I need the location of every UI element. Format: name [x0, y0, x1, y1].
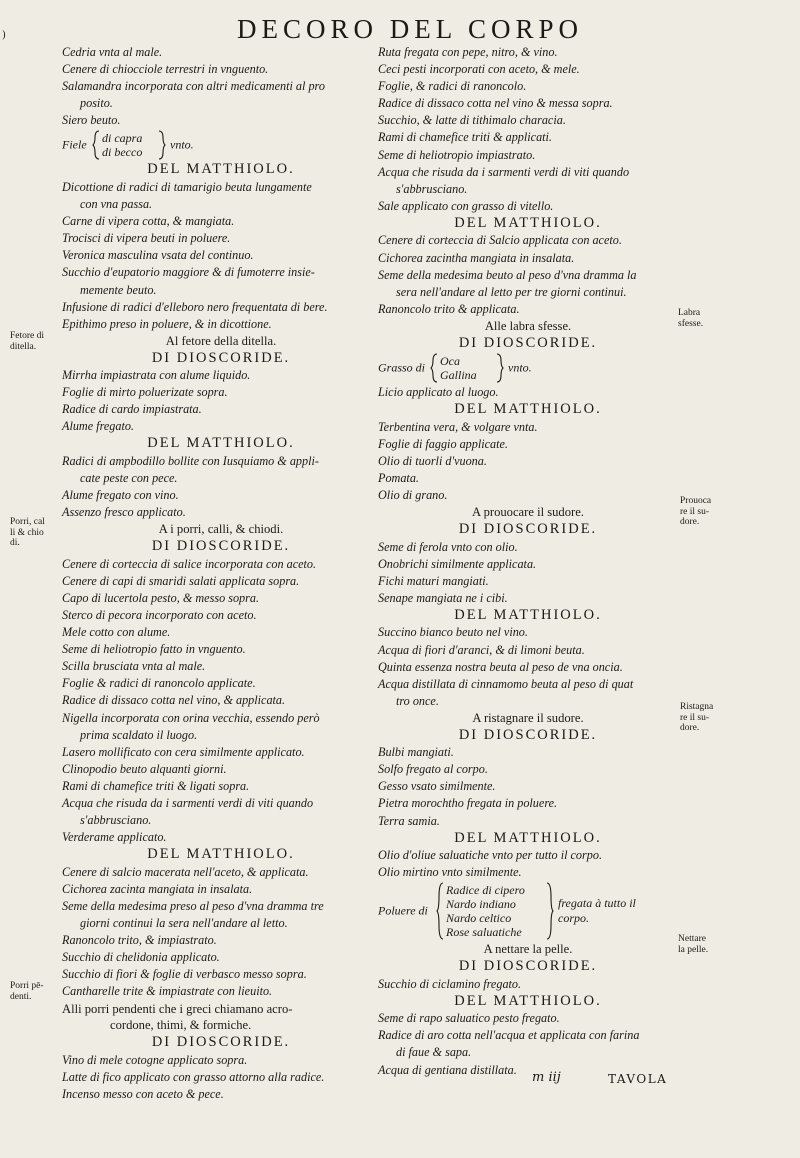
remedy-entry: Cenere di corteccia di Salcio applicata con aceto.	[378, 233, 622, 248]
brace-item: Nardo celtico	[446, 911, 512, 926]
remedy-entry: Senape mangiata ne i cibi.	[378, 590, 508, 605]
topic-heading: cordone, thimi, & formiche.	[110, 1018, 252, 1033]
left-column	[62, 44, 380, 1103]
remedy-entry: Olio d'oliue saluatiche vnto per tutto il corpo.	[378, 848, 602, 863]
remedy-entry: Ranoncolo trito & applicata.	[378, 301, 520, 316]
brace-item: Gallina	[440, 368, 477, 383]
remedy-entry: Siero beuto.	[62, 113, 121, 128]
catchword: TAVOLA	[608, 1072, 668, 1086]
entry-continuation: tro once.	[396, 693, 439, 708]
entry-continuation: posito.	[80, 96, 113, 111]
remedy-entry: Clinopodio beuto alquanti giorni.	[62, 761, 227, 776]
section-heading: DEL MATTHIOLO.	[147, 161, 295, 178]
remedy-entry: Cantharelle trite & impiastrate con lieuito.	[62, 984, 273, 999]
brace-item: di capra	[102, 131, 143, 146]
brace-group-fiele	[62, 129, 380, 161]
section-heading: DI DIOSCORIDE.	[458, 334, 598, 351]
open-brace-icon	[92, 130, 100, 160]
remedy-entry: Radice di dissaco cotta nel vino, & applicata.	[62, 693, 286, 708]
open-brace-icon	[430, 353, 438, 383]
brace-item: Nardo indiano	[446, 897, 516, 912]
margin-note-porri-pendenti: Porri pē- denti.	[10, 981, 44, 1002]
section-heading: DI DIOSCORIDE.	[458, 521, 598, 538]
remedy-entry: Succhio di ciclamino fregato.	[378, 976, 522, 991]
remedy-entry: Salamandra incorporata con altri medicamenti al pro	[62, 79, 325, 94]
remedy-entry: Olio mirtino vnto similmente.	[378, 865, 522, 880]
remedy-entry: Radice di aro cotta nell'acqua et applicata con farina	[378, 1028, 640, 1043]
brace-tail: vnto.	[170, 137, 194, 152]
section-heading: DI DIOSCORIDE.	[151, 538, 291, 555]
brace-tail: fregata à tutto il corpo.	[558, 896, 636, 926]
brace-tail: vnto.	[508, 360, 532, 375]
brace-lead: Fiele	[62, 137, 87, 152]
close-brace-icon	[546, 882, 554, 940]
brace-group-grasso	[378, 352, 678, 384]
remedy-entry: Alume fregato con vino.	[62, 488, 179, 503]
brace-item: Oca	[440, 354, 460, 369]
entry-continuation: memente beuto.	[80, 282, 157, 297]
remedy-entry: Incenso messo con aceto & pece.	[62, 1086, 224, 1101]
remedy-entry: Succhio di chelidonia applicato.	[62, 950, 220, 965]
remedy-entry: Cichorea zacinta mangiata in insalata.	[62, 881, 253, 896]
remedy-entry: Cedria vnta al male.	[62, 45, 163, 59]
remedy-entry: Sale applicato con grasso di vitello.	[378, 198, 554, 213]
entry-continuation: prima scaldato il luogo.	[80, 727, 198, 742]
remedy-entry: Gesso vsato similmente.	[378, 779, 496, 794]
brace-item: Radice di cipero	[446, 883, 525, 898]
edge-mark: )	[2, 30, 6, 41]
section-heading: DEL MATTHIOLO.	[454, 401, 602, 418]
remedy-entry: Acqua che risuda da i sarmenti verdi di viti quando	[62, 795, 314, 810]
remedy-entry: Verderame applicato.	[62, 830, 167, 845]
remedy-entry: Veronica masculina vsata del continuo.	[62, 248, 254, 263]
remedy-entry: Foglie, & radici di ranoncolo.	[378, 79, 527, 94]
remedy-entry: Ceci pesti incorporati con aceto, & mele.	[378, 62, 580, 77]
remedy-entry: Succhio di fiori & foglie di verbasco messo sopra.	[62, 967, 307, 982]
remedy-entry: Scilla brusciata vnta al male.	[62, 659, 206, 674]
remedy-entry: Fichi maturi mangiati.	[378, 573, 489, 588]
remedy-entry: Foglie & radici di ranoncolo applicate.	[62, 676, 256, 691]
brace-items	[446, 883, 525, 939]
remedy-entry: Acqua distillata di cinnamomo beuta al peso di quat	[378, 676, 634, 691]
remedy-entry: Capo di lucertola pesto, & messo sopra.	[62, 590, 260, 605]
remedy-entry: Infusione di radici d'elleboro nero frequentata di bere.	[62, 299, 328, 314]
remedy-entry: Cenere di chiocciole terrestri in vnguento.	[62, 62, 269, 77]
remedy-entry: Quinta essenza nostra beuta al peso de vna oncia.	[378, 659, 623, 674]
remedy-entry: Pietra morochtho fregata in poluere.	[378, 796, 558, 811]
remedy-entry: Rami di chamefice triti & ligati sopra.	[62, 778, 250, 793]
entry-continuation: di faue & sapa.	[396, 1045, 472, 1060]
remedy-entry: Cenere di salcio macerata nell'aceto, & applicata.	[62, 864, 309, 879]
section-heading: DEL MATTHIOLO.	[454, 829, 602, 846]
topic-heading: Alli porri pendenti che i greci chiamano acro-	[62, 1001, 293, 1016]
topic-heading: Alle labra sfesse.	[484, 318, 572, 333]
margin-note-prouocare: Prouoca re il su- dore.	[680, 496, 712, 527]
section-heading: DEL MATTHIOLO.	[147, 846, 295, 863]
topic-heading: Al fetore della ditella.	[165, 333, 277, 348]
close-brace-icon	[496, 353, 504, 383]
entry-continuation: s'abbrusciano.	[396, 181, 468, 196]
section-heading: DI DIOSCORIDE.	[458, 958, 598, 975]
remedy-entry: Seme di heliotropio impiastrato.	[378, 147, 536, 162]
remedy-entry: Assenzo fresco applicato.	[62, 505, 186, 520]
remedy-entry: Latte di fico applicato con grasso attorno alla radice.	[62, 1069, 325, 1084]
remedy-entry: Licio applicato al luogo.	[378, 385, 499, 400]
remedy-entry: Alume fregato.	[62, 419, 134, 434]
topic-heading: A i porri, calli, & chiodi.	[158, 522, 284, 537]
remedy-entry: Mirrha impiastrata con alume liquido.	[62, 368, 251, 383]
signature-mark: m iij	[532, 1070, 561, 1085]
remedy-entry: Mele cotto con alume.	[62, 625, 171, 640]
remedy-entry: Cenere di capi di smaridi salati applicata sopra.	[62, 573, 300, 588]
remedy-entry: Foglie di mirto poluerizate sopra.	[62, 385, 228, 400]
remedy-entry: Bulbi mangiati.	[378, 745, 454, 760]
section-heading: DI DIOSCORIDE.	[458, 726, 598, 743]
remedy-entry: Trocisci di vipera beuti in poluere.	[62, 231, 231, 246]
margin-note-nettare: Nettare la pelle.	[678, 934, 709, 955]
entry-continuation: giorni continui la sera nell'andare al letto.	[80, 916, 288, 931]
remedy-entry: Radici di ampbodillo bollite con Iusquiamo & appli-	[62, 453, 319, 468]
brace-items	[102, 131, 142, 159]
entry-continuation: sera nell'andare al letto per tre giorni continui.	[396, 284, 627, 299]
entry-continuation: s'abbrusciano.	[80, 813, 152, 828]
remedy-entry: Seme della medesima preso al peso d'vna dramma tre	[62, 898, 324, 913]
remedy-entry: Lasero mollificato con cera similmente applicato.	[62, 744, 305, 759]
margin-note-labra: Labra sfesse.	[678, 308, 704, 329]
remedy-entry: Olio di grano.	[378, 488, 448, 503]
remedy-entry: Succhio, & latte di tithimalo characia.	[378, 113, 566, 128]
brace-group-poluere	[378, 881, 678, 941]
remedy-entry: Cenere di corteccia di salice incorporata con aceto.	[62, 556, 317, 571]
brace-item: Rose saluatiche	[446, 925, 522, 940]
running-head: DECORO DEL CORPO	[236, 14, 584, 44]
remedy-entry: Terbentina vera, & volgare vnta.	[378, 419, 538, 434]
remedy-entry: Acqua di gentiana distillata.	[378, 1062, 517, 1077]
section-heading: DEL MATTHIOLO.	[147, 435, 295, 452]
remedy-entry: Olio di tuorli d'vuona.	[378, 453, 487, 468]
topic-heading: A prouocare il sudore.	[472, 505, 584, 520]
remedy-entry: Ruta fregata con pepe, nitro, & vino.	[378, 45, 558, 59]
margin-note-porri: Porri, cal li & chio di.	[10, 517, 45, 548]
remedy-entry: Solfo fregato al corpo.	[378, 762, 488, 777]
remedy-entry: Radice di dissaco cotta nel vino & messa sopra.	[378, 96, 613, 111]
topic-heading: A nettare la pelle.	[483, 942, 573, 957]
section-heading: DI DIOSCORIDE.	[151, 1034, 291, 1051]
remedy-entry: Acqua che risuda da i sarmenti verdi di viti quando	[378, 164, 630, 179]
open-brace-icon	[436, 882, 444, 940]
right-column	[378, 44, 678, 1079]
remedy-entry: Seme di rapo saluatico pesto fregato.	[378, 1011, 560, 1026]
remedy-entry: Seme di heliotropio fatto in vnguento.	[62, 642, 246, 657]
entry-continuation: cate peste con pece.	[80, 471, 178, 486]
remedy-entry: Terra samia.	[378, 813, 440, 828]
brace-item: di becco	[102, 145, 143, 160]
remedy-entry: Epithimo preso in poluere, & in dicottione.	[62, 316, 272, 331]
remedy-entry: Foglie di faggio applicate.	[378, 436, 508, 451]
remedy-entry: Carne di vipera cotta, & mangiata.	[62, 214, 235, 229]
remedy-entry: Sterco di pecora incorporato con aceto.	[62, 607, 257, 622]
section-heading: DEL MATTHIOLO.	[454, 992, 602, 1009]
close-brace-icon	[158, 130, 166, 160]
remedy-entry: Succhio d'eupatorio maggiore & di fumoterre insie-	[62, 265, 315, 280]
section-heading: DI DIOSCORIDE.	[151, 349, 291, 366]
section-heading: DEL MATTHIOLO.	[454, 214, 602, 231]
remedy-entry: Cichorea zacintha mangiata in insalata.	[378, 250, 575, 265]
remedy-entry: Dicottione di radici di tamarigio beuta lungamente	[62, 179, 312, 194]
remedy-entry: Nigella incorporata con orina vecchia, essendo però	[62, 710, 320, 725]
remedy-entry: Acqua di fiori d'aranci, & di limoni beuta.	[378, 642, 585, 657]
brace-lead: Poluere di	[378, 903, 428, 918]
remedy-entry: Ranoncolo trito, & impiastrato.	[62, 933, 217, 948]
remedy-entry: Radice di cardo impiastrata.	[62, 402, 202, 417]
topic-heading: A ristagnare il sudore.	[472, 710, 584, 725]
remedy-entry: Rami di chamefice triti & applicati.	[378, 130, 552, 145]
remedy-entry: Vino di mele cotogne applicato sopra.	[62, 1052, 248, 1067]
remedy-entry: Onobrichi similmente applicata.	[378, 556, 537, 571]
remedy-entry: Succino bianco beuto nel vino.	[378, 625, 528, 640]
remedy-entry: Seme di ferola vnto con olio.	[378, 539, 518, 554]
remedy-entry: Seme della medesima beuto al peso d'vna dramma la	[378, 267, 637, 282]
margin-note-fetore: Fetore di ditella.	[10, 331, 45, 352]
section-heading: DEL MATTHIOLO.	[454, 606, 602, 623]
remedy-entry: Pomata.	[378, 471, 419, 486]
margin-note-ristagnare: Ristagna re il su- dore.	[680, 702, 714, 733]
entry-continuation: con vna passa.	[80, 197, 153, 212]
brace-items	[440, 354, 477, 382]
brace-lead: Grasso di	[378, 360, 426, 375]
